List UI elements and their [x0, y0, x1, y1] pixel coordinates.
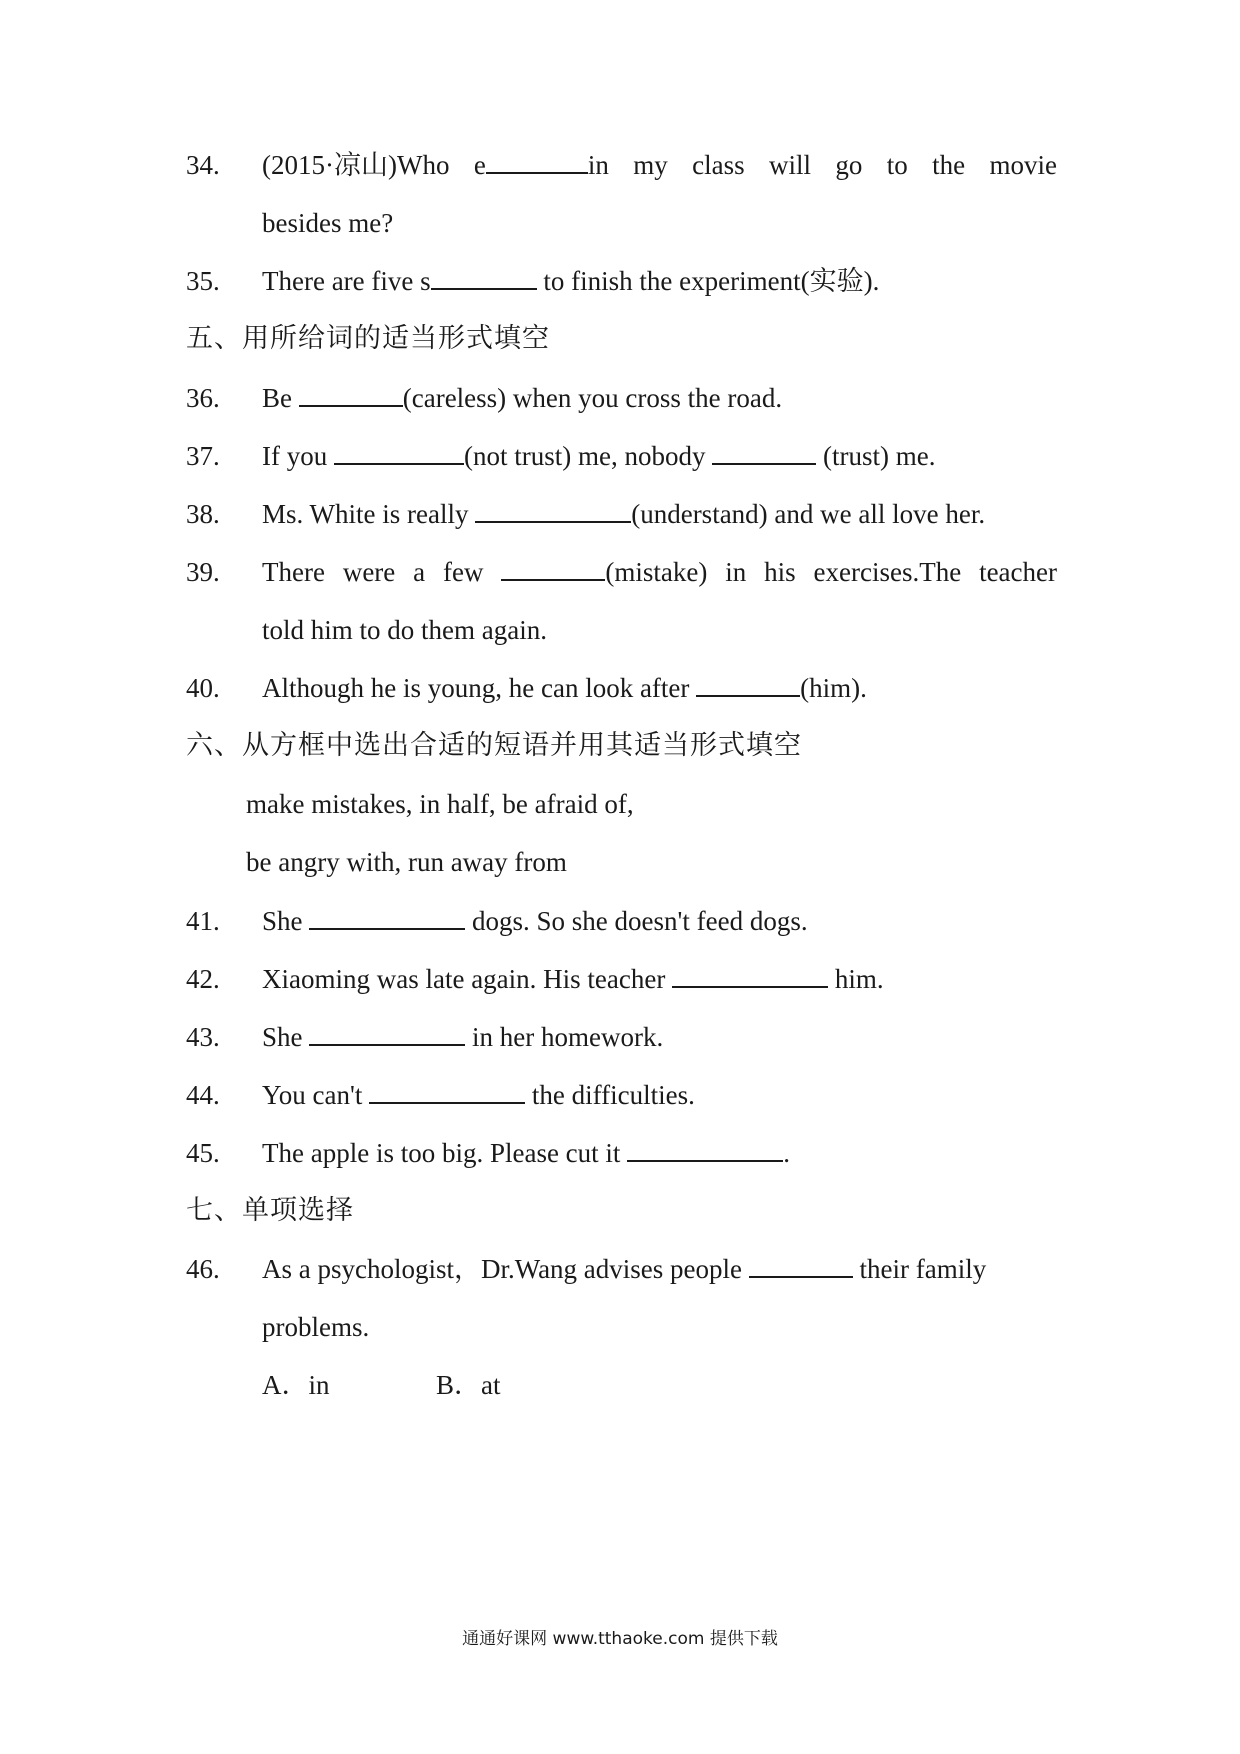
- question-number: 44.: [186, 1080, 220, 1110]
- question-text: problems.: [262, 1312, 370, 1342]
- question-number: 36.: [186, 383, 220, 413]
- question-text: go: [835, 150, 863, 180]
- section-heading-5: 五、用所给词的适当形式填空: [186, 323, 550, 354]
- question-text: (trust) me.: [816, 441, 936, 471]
- question-text: Ms. White is really: [262, 499, 476, 529]
- question-text: (careless) when you cross the road.: [402, 383, 783, 413]
- question-text: Be: [262, 383, 299, 413]
- question-text: the: [932, 150, 966, 180]
- question-number: 45.: [186, 1138, 220, 1168]
- question-text: The apple is too big. Please cut it: [262, 1138, 628, 1168]
- question-text: were: [342, 557, 396, 587]
- phrase-box-line-2: be angry with, run away from: [246, 847, 567, 877]
- question-text: (him).: [800, 673, 867, 703]
- question-number: 35.: [186, 266, 220, 296]
- question-number: 42.: [186, 964, 220, 994]
- question-text: my: [633, 150, 668, 180]
- question-number: 40.: [186, 673, 220, 703]
- answer-blank[interactable]: [486, 148, 588, 174]
- question-text: to: [886, 150, 908, 180]
- question-text: She: [262, 1022, 310, 1052]
- answer-blank[interactable]: [672, 962, 828, 988]
- question-text: besides me?: [262, 208, 394, 238]
- question-text: told him to do them again.: [262, 615, 547, 645]
- question-text: exercises.The: [813, 557, 962, 587]
- answer-blank[interactable]: [309, 1020, 465, 1046]
- question-text: their family: [852, 1254, 987, 1284]
- question-text: She: [262, 906, 310, 936]
- question-text: in: [725, 557, 747, 587]
- question-text: You can't: [262, 1080, 370, 1110]
- question-text: in: [587, 150, 609, 180]
- question-text: his: [764, 557, 796, 587]
- question-number: 37.: [186, 441, 220, 471]
- question-text: e: [473, 150, 486, 180]
- option-b[interactable]: B．at: [436, 1370, 501, 1400]
- question-number: 43.: [186, 1022, 220, 1052]
- question-number: 46.: [186, 1254, 220, 1284]
- question-text: few: [443, 557, 484, 587]
- answer-blank[interactable]: [309, 904, 465, 930]
- question-text: There: [262, 557, 325, 587]
- answer-blank[interactable]: [431, 264, 537, 290]
- answer-blank[interactable]: [501, 555, 605, 581]
- question-text: the difficulties.: [525, 1080, 695, 1110]
- question-number: 34.: [186, 150, 220, 180]
- question-text: (understand) and we all love her.: [631, 499, 986, 529]
- answer-blank[interactable]: [475, 497, 631, 523]
- question-text: (2015·凉山)Who: [262, 150, 450, 180]
- answer-blank[interactable]: [712, 439, 816, 465]
- question-text: movie: [989, 150, 1057, 180]
- question-text: in her homework.: [465, 1022, 664, 1052]
- question-text: Xiaoming was late again. His teacher: [262, 964, 673, 994]
- question-number: 39.: [186, 557, 220, 587]
- question-text: to finish the experiment(实验).: [536, 266, 880, 296]
- section-heading-7: 七、单项选择: [186, 1195, 354, 1226]
- phrase-box-line-1: make mistakes, in half, be afraid of,: [246, 789, 634, 819]
- question-number: 41.: [186, 906, 220, 936]
- question-text: Although he is young, he can look after: [262, 673, 697, 703]
- question-text: teacher: [979, 557, 1057, 587]
- question-text: (mistake): [605, 557, 708, 587]
- answer-blank[interactable]: [749, 1252, 853, 1278]
- question-text: There are five s: [262, 266, 431, 296]
- answer-blank[interactable]: [696, 671, 800, 697]
- option-a[interactable]: A．in: [262, 1370, 330, 1400]
- question-text: (not trust) me, nobody: [463, 441, 713, 471]
- page-footer: 通通好课网 www.tthaoke.com 提供下载: [462, 1629, 778, 1649]
- answer-blank[interactable]: [627, 1136, 783, 1162]
- question-number: 38.: [186, 499, 220, 529]
- question-text: a: [413, 557, 426, 587]
- question-text: .: [783, 1138, 790, 1168]
- answer-blank[interactable]: [334, 439, 464, 465]
- question-text: will: [768, 150, 811, 180]
- answer-blank[interactable]: [369, 1078, 525, 1104]
- question-text: If you: [262, 441, 334, 471]
- answer-blank[interactable]: [299, 381, 403, 407]
- question-text: him.: [828, 964, 884, 994]
- section-heading-6: 六、从方框中选出合适的短语并用其适当形式填空: [186, 730, 802, 761]
- question-text: class: [692, 150, 745, 180]
- question-text: As a psychologist，Dr.Wang advises people: [262, 1254, 749, 1284]
- question-text: dogs. So she doesn't feed dogs.: [465, 906, 808, 936]
